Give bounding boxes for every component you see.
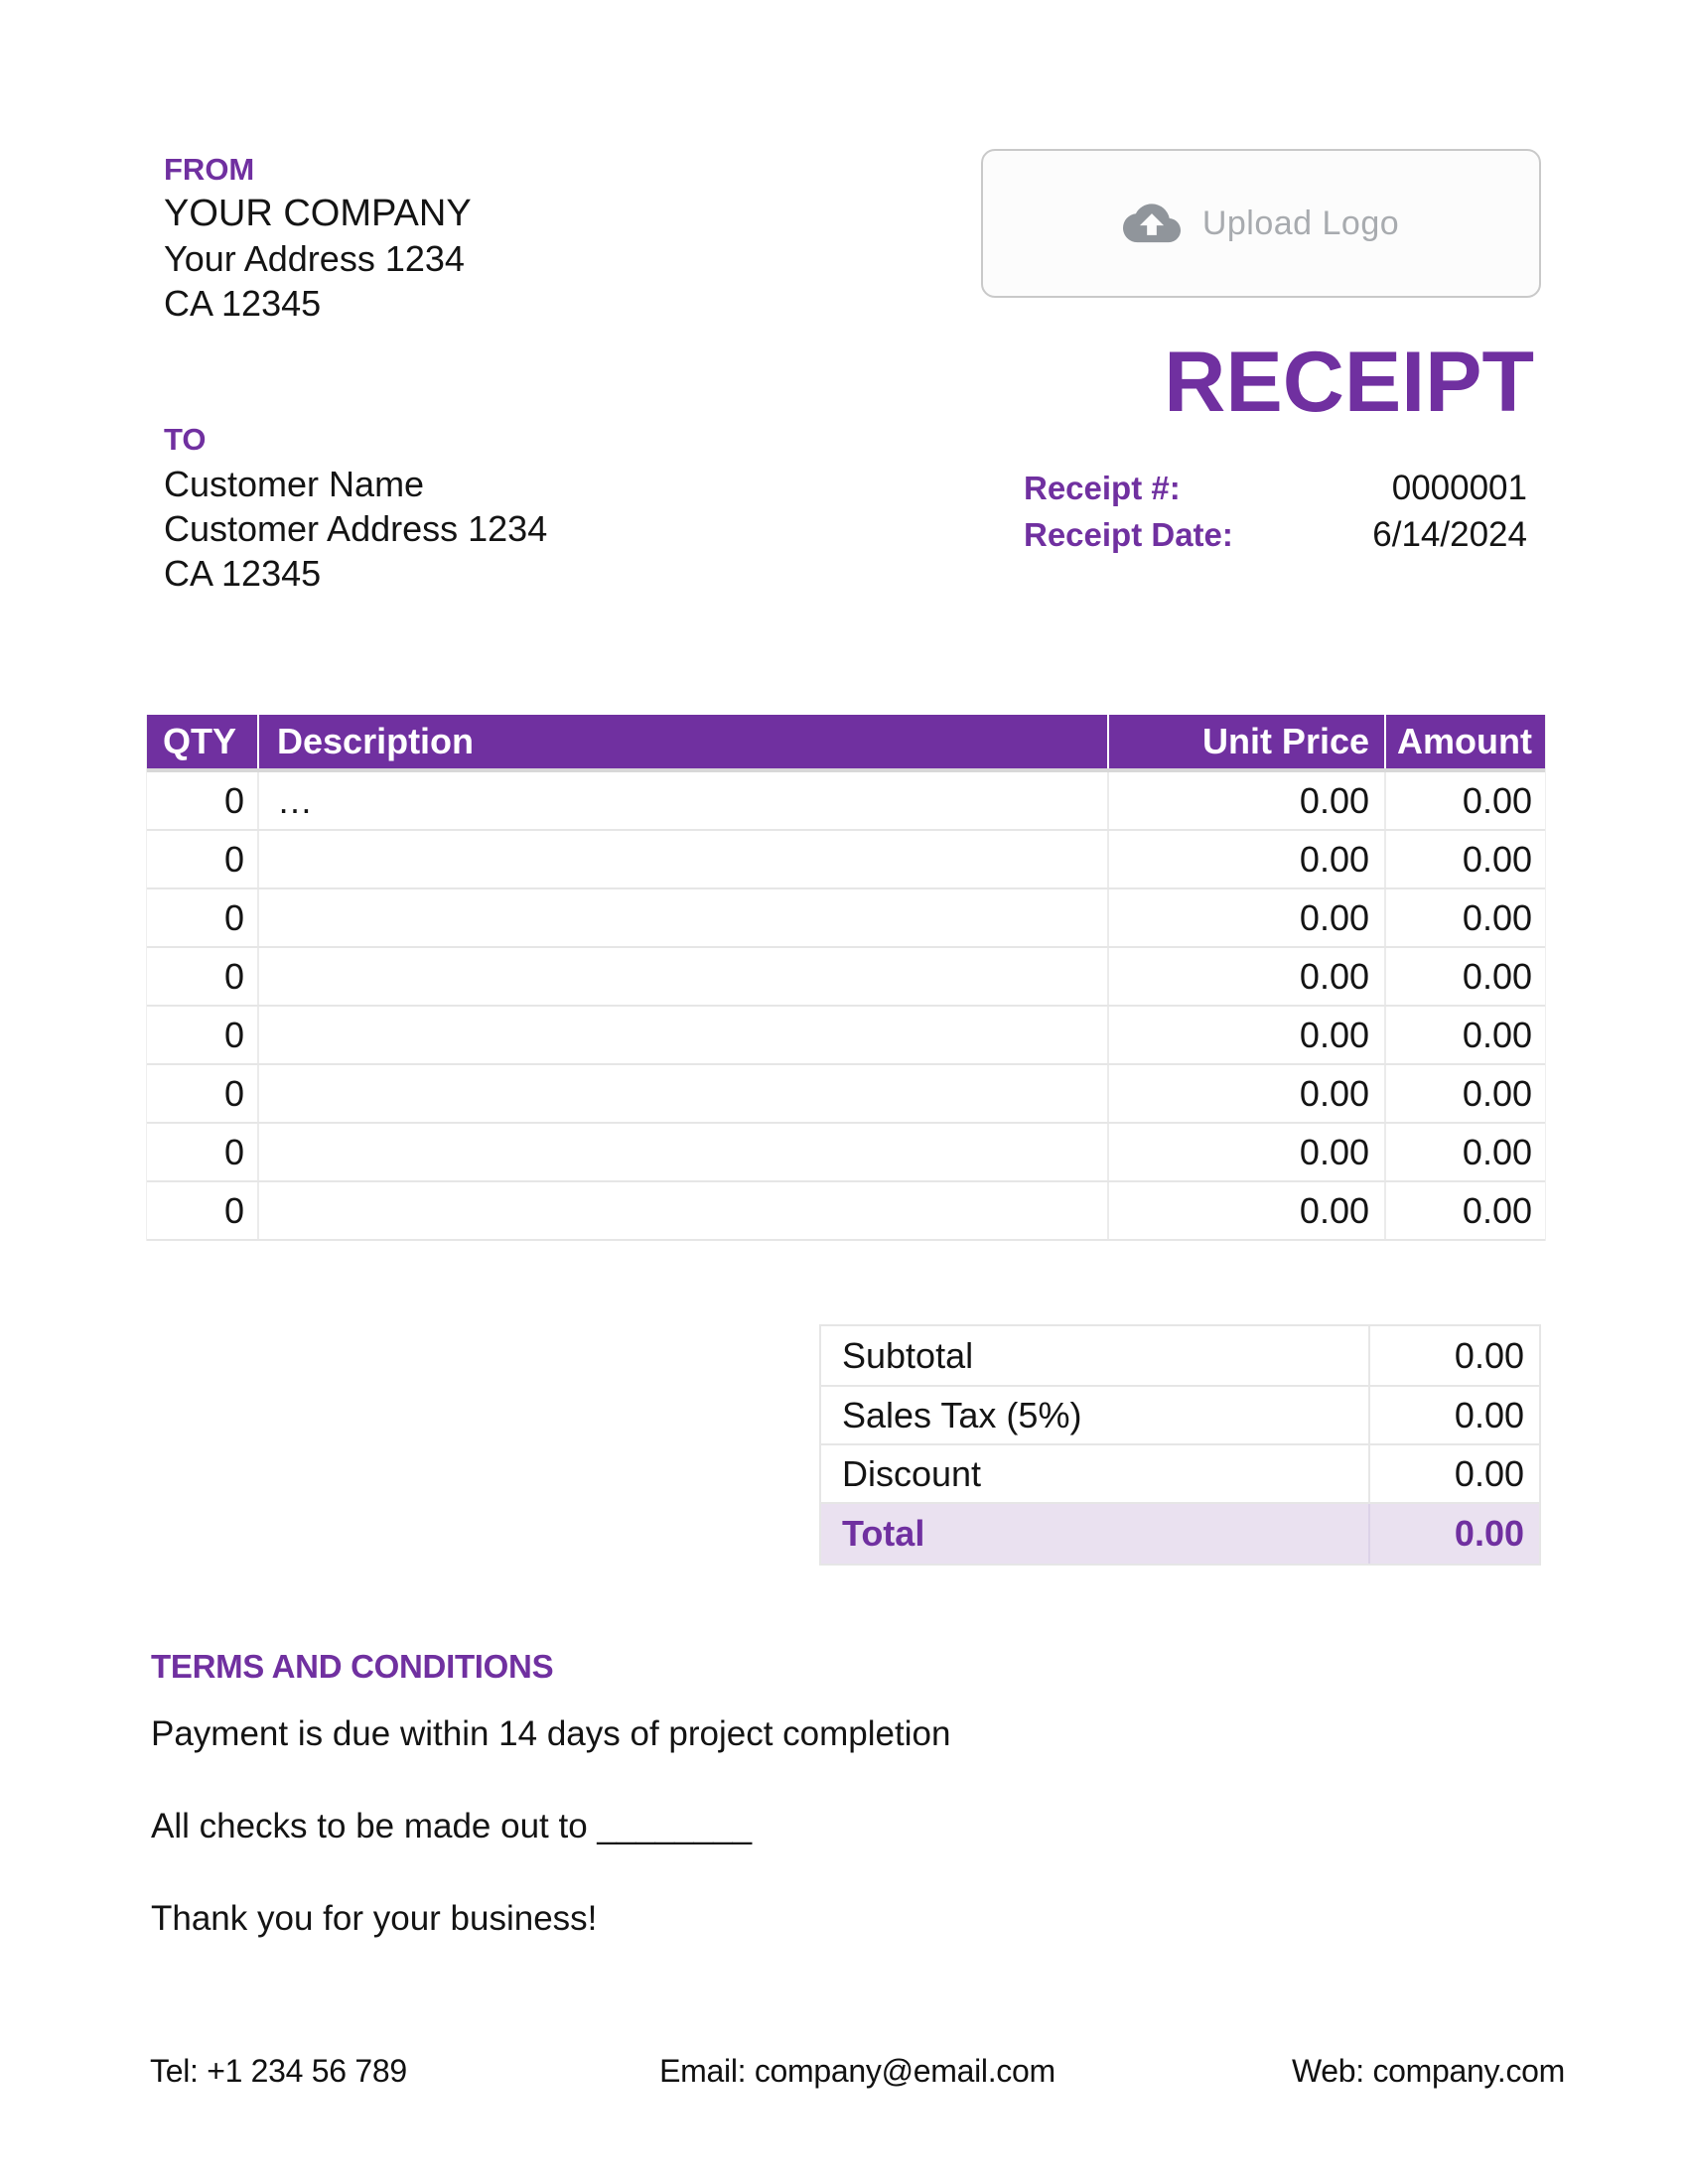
total-row xyxy=(821,1502,1539,1564)
item-unit-price: 0.00 xyxy=(1107,889,1384,946)
item-row xyxy=(147,772,1545,831)
item-qty: 0 xyxy=(223,1131,244,1172)
item-description xyxy=(257,889,1107,946)
upload-logo-button[interactable] xyxy=(981,149,1541,298)
totals-table xyxy=(819,1324,1541,1566)
item-description xyxy=(257,1124,1107,1180)
upload-logo-label: Upload Logo xyxy=(1201,204,1400,242)
from-block xyxy=(164,147,472,326)
from-city: CA 12345 xyxy=(164,283,322,324)
discount-label: Discount xyxy=(842,1452,982,1494)
from-company: YOUR COMPANY xyxy=(164,193,472,234)
item-qty: 0 xyxy=(223,1014,244,1055)
items-table-header xyxy=(147,715,1545,772)
item-amount: 0.00 xyxy=(1384,831,1547,887)
from-label: FROM xyxy=(164,152,255,187)
item-amount: 0.00 xyxy=(1384,1124,1547,1180)
col-header-amount: Amount xyxy=(1384,715,1547,768)
footer-web: Web: company.com xyxy=(1291,2053,1565,2089)
item-amount: 0.00 xyxy=(1384,772,1547,829)
item-unit-price: 0.00 xyxy=(1107,1007,1384,1063)
terms-section xyxy=(151,1648,1243,1992)
to-city: CA 12345 xyxy=(164,553,322,594)
item-row xyxy=(147,948,1545,1007)
subtotal-row xyxy=(821,1326,1539,1385)
to-address: Customer Address 1234 xyxy=(164,508,548,549)
item-qty: 0 xyxy=(223,896,244,938)
item-description xyxy=(257,1007,1107,1063)
sales-tax-value: 0.00 xyxy=(1368,1387,1539,1443)
sales-tax-label: Sales Tax (5%) xyxy=(842,1394,1082,1435)
discount-value: 0.00 xyxy=(1368,1445,1539,1502)
page-title: RECEIPT xyxy=(1164,335,1534,430)
receipt-date-value: 6/14/2024 xyxy=(1372,515,1527,554)
item-qty: 0 xyxy=(223,1072,244,1114)
receipt-meta xyxy=(1024,469,1527,562)
item-description xyxy=(257,948,1107,1005)
item-description xyxy=(257,1182,1107,1239)
receipt-number-label: Receipt #: xyxy=(1024,470,1181,506)
item-qty: 0 xyxy=(223,779,244,821)
item-row xyxy=(147,889,1545,948)
discount-row xyxy=(821,1443,1539,1502)
item-amount: 0.00 xyxy=(1384,1182,1547,1239)
to-name: Customer Name xyxy=(164,464,425,504)
subtotal-label: Subtotal xyxy=(842,1334,974,1376)
total-label: Total xyxy=(842,1513,925,1554)
to-block xyxy=(164,417,547,596)
item-unit-price: 0.00 xyxy=(1107,948,1384,1005)
item-amount: 0.00 xyxy=(1384,1007,1547,1063)
item-qty: 0 xyxy=(223,1189,244,1231)
receipt-date-label: Receipt Date: xyxy=(1024,516,1233,553)
footer-tel: Tel: +1 234 56 789 xyxy=(150,2053,407,2089)
terms-line-thanks: Thank you for your business! xyxy=(151,1899,598,1938)
item-amount: 0.00 xyxy=(1384,1065,1547,1122)
receipt-date-row xyxy=(1024,515,1527,562)
item-amount: 0.00 xyxy=(1384,948,1547,1005)
item-unit-price: 0.00 xyxy=(1107,1065,1384,1122)
subtotal-value: 0.00 xyxy=(1368,1326,1539,1385)
item-qty: 0 xyxy=(223,955,244,997)
terms-title: TERMS AND CONDITIONS xyxy=(151,1648,554,1685)
terms-line-payment: Payment is due within 14 days of project completion xyxy=(151,1714,951,1753)
item-row xyxy=(147,1065,1545,1124)
cloud-upload-icon xyxy=(1123,201,1181,246)
item-description xyxy=(257,1065,1107,1122)
items-table xyxy=(146,715,1546,1241)
item-row xyxy=(147,1124,1545,1182)
item-description xyxy=(257,831,1107,887)
item-row xyxy=(147,831,1545,889)
item-row xyxy=(147,1007,1545,1065)
item-amount: 0.00 xyxy=(1384,889,1547,946)
item-unit-price: 0.00 xyxy=(1107,772,1384,829)
item-unit-price: 0.00 xyxy=(1107,1124,1384,1180)
footer-email: Email: company@email.com xyxy=(659,2053,1055,2089)
terms-line-checks: All checks to be made out to ________ xyxy=(151,1807,753,1845)
col-header-description: Description xyxy=(257,715,1107,768)
item-row xyxy=(147,1182,1545,1241)
col-header-unit-price: Unit Price xyxy=(1107,715,1384,768)
item-description: … xyxy=(257,772,1107,829)
col-header-qty: QTY xyxy=(163,721,237,761)
item-unit-price: 0.00 xyxy=(1107,1182,1384,1239)
to-label: TO xyxy=(164,422,207,457)
from-address: Your Address 1234 xyxy=(164,238,465,279)
receipt-number-row xyxy=(1024,469,1527,515)
receipt-number-value: 0000001 xyxy=(1391,469,1527,507)
item-qty: 0 xyxy=(223,838,244,880)
sales-tax-row xyxy=(821,1385,1539,1443)
item-unit-price: 0.00 xyxy=(1107,831,1384,887)
footer xyxy=(150,2053,1565,2090)
total-value: 0.00 xyxy=(1368,1504,1539,1564)
